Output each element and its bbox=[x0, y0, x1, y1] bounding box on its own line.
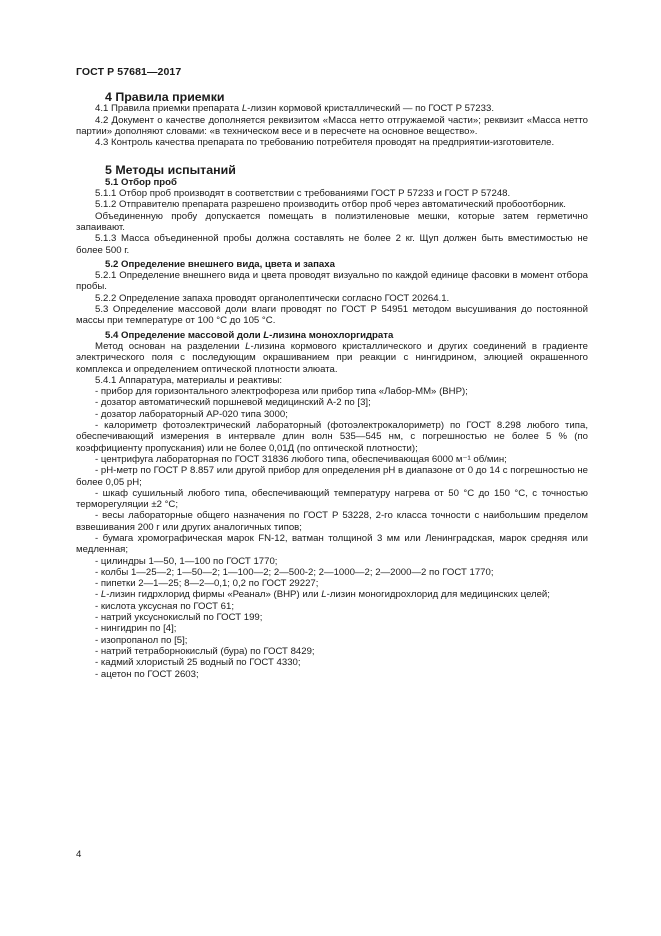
list-item-lysine: - L-лизин гидрхлорид фирмы «Реанал» (ВНР) или L-лизин моногидрохлорид для медицинских целей; bbox=[95, 589, 550, 601]
subsection-5-1-title: 5.1 Отбор проб bbox=[105, 176, 177, 188]
paragraph-4-1: 4.1 Правила приемки препарата L-лизин кормовой кристаллический — по ГОСТ Р 57233. bbox=[95, 103, 494, 115]
paragraph-4-2: 4.2 Документ о качестве дополняется реквизитом «Масса нетто отгружаемой части»; реквизит «Масса нетто партии» дополняют словами: «в техническом весе и в пересчете на основное вещество». bbox=[76, 114, 588, 137]
list-item: - ацетон по ГОСТ 2603; bbox=[95, 668, 199, 680]
list-item: - цилиндры 1—50, 1—100 по ГОСТ 1770; bbox=[95, 555, 278, 567]
list-item: - кислота уксусная по ГОСТ 61; bbox=[95, 600, 234, 612]
list-item: - нингидрин по [4]; bbox=[95, 623, 177, 635]
paragraph-5-1-2: 5.1.2 Отправителю препарата разрешено производить отбор проб через автоматический пробоотборник. bbox=[95, 199, 566, 211]
list-item: - бумага хромографическая марок FN-12, ватман толщиной 3 мм или Ленинградская, марок средняя или медленная; bbox=[76, 532, 588, 556]
list-item: - прибор для горизонтального электрофореза или прибор типа «Лабор-ММ» (ВНР); bbox=[95, 386, 468, 398]
list-item: - дозатор автоматический поршневой медицинский А-2 по [3]; bbox=[95, 397, 371, 409]
paragraph-5-4-1: 5.4.1 Аппаратура, материалы и реактивы: bbox=[95, 374, 283, 386]
paragraph-5-2-2: 5.2.2 Определение запаха проводят органолептически согласно ГОСТ 20264.1. bbox=[95, 292, 450, 304]
paragraph-5-1-2-b: Объединенную пробу допускается помещать в полиэтиленовые мешки, которые затем герметично запаивают. bbox=[76, 210, 588, 233]
subsection-5-4-title: 5.4 Определение массовой доли L-лизина монохлоргидрата bbox=[105, 329, 394, 341]
list-item: - натрий уксуснокислый по ГОСТ 199; bbox=[95, 612, 263, 624]
list-item: - кадмий хлористый 25 водный по ГОСТ 4330; bbox=[95, 657, 301, 669]
paragraph-method: Метод основан на разделении L-лизина кормового кристаллического и других соединений в градиенте электрического поля с последующим окрашиванием при реакции с нингидрином, элюцией окрашенного комплекса и определением оптической плотности элюата. bbox=[76, 340, 589, 375]
paragraph-4-3: 4.3 Контроль качества препарата по требованию потребителя проводят на предприятии-изготовителе. bbox=[95, 137, 555, 149]
list-item: - центрифуга лабораторная по ГОСТ 31836 любого типа, обеспечивающая 6000 м⁻¹ об/мин; bbox=[95, 453, 507, 465]
list-item: - рН-метр по ГОСТ Р 8.857 или другой прибор для определения рН в диапазоне от 0 до 14 с погрешностью не более 0,05 рН; bbox=[76, 465, 588, 488]
paragraph-5-1-1: 5.1.1 Отбор проб производят в соответствии с требованиями ГОСТ Р 57233 и ГОСТ Р 57248. bbox=[95, 188, 511, 200]
list-item: - дозатор лабораторный АР-020 типа 3000; bbox=[95, 408, 288, 420]
list-item: - весы лабораторные общего назначения по ГОСТ Р 53228, 2-го класса точности с наибольшим пределом взвешивания 200 г или других аналогичных типов; bbox=[76, 510, 588, 533]
list-item: - натрий тетраборнокислый (бура) по ГОСТ 8429; bbox=[95, 645, 315, 657]
list-item: - колбы 1—25—2; 1—50—2; 1—100—2; 2—500-2; 2—1000—2; 2—2000—2 по ГОСТ 1770; bbox=[95, 566, 494, 578]
paragraph-5-1-3: 5.1.3 Масса объединенной пробы должна составлять не более 2 кг. Щуп должен быть вместимостью не более 500 г. bbox=[76, 233, 588, 256]
paragraph-5-3: 5.3 Определение массовой доли влаги проводят по ГОСТ Р 54951 методом высушивания до постоянной массы при температуре от 100 °С до 105 °С. bbox=[76, 304, 588, 327]
list-item: - изопропанол по [5]; bbox=[95, 634, 188, 646]
page-number: 4 bbox=[76, 849, 82, 860]
document-body bbox=[76, 92, 588, 680]
document-header: ГОСТ Р 57681—2017 bbox=[76, 66, 182, 78]
list-item: - калориметр фотоэлектрический лабораторный (фотоэлектрокалориметр) по ГОСТ 8.298 любого типа, обеспечивающий измерения в интервале длин волн 535—545 нм, с погрешностью не более 5 % (по коэффициенту пропускания) или не более 0,01Д (по оптической плотности); bbox=[76, 420, 588, 454]
list-item: - пипетки 2—1—25; 8—2—0,1; 0,2 по ГОСТ 29227; bbox=[95, 578, 319, 590]
subsection-5-2-title: 5.2 Определение внешнего вида, цвета и запаха bbox=[105, 258, 335, 270]
section-4-title: 4 Правила приемки bbox=[105, 90, 225, 104]
paragraph-5-2-1: 5.2.1 Определение внешнего вида и цвета проводят визуально по каждой единице фасовки в момент отбора пробы. bbox=[76, 270, 588, 293]
list-item: - шкаф сушильный любого типа, обеспечивающий температуру нагрева от 50 °С до 150 °С, с точностью терморегуляции ±2 °С; bbox=[76, 487, 588, 511]
section-5-title: 5 Методы испытаний bbox=[105, 163, 236, 178]
